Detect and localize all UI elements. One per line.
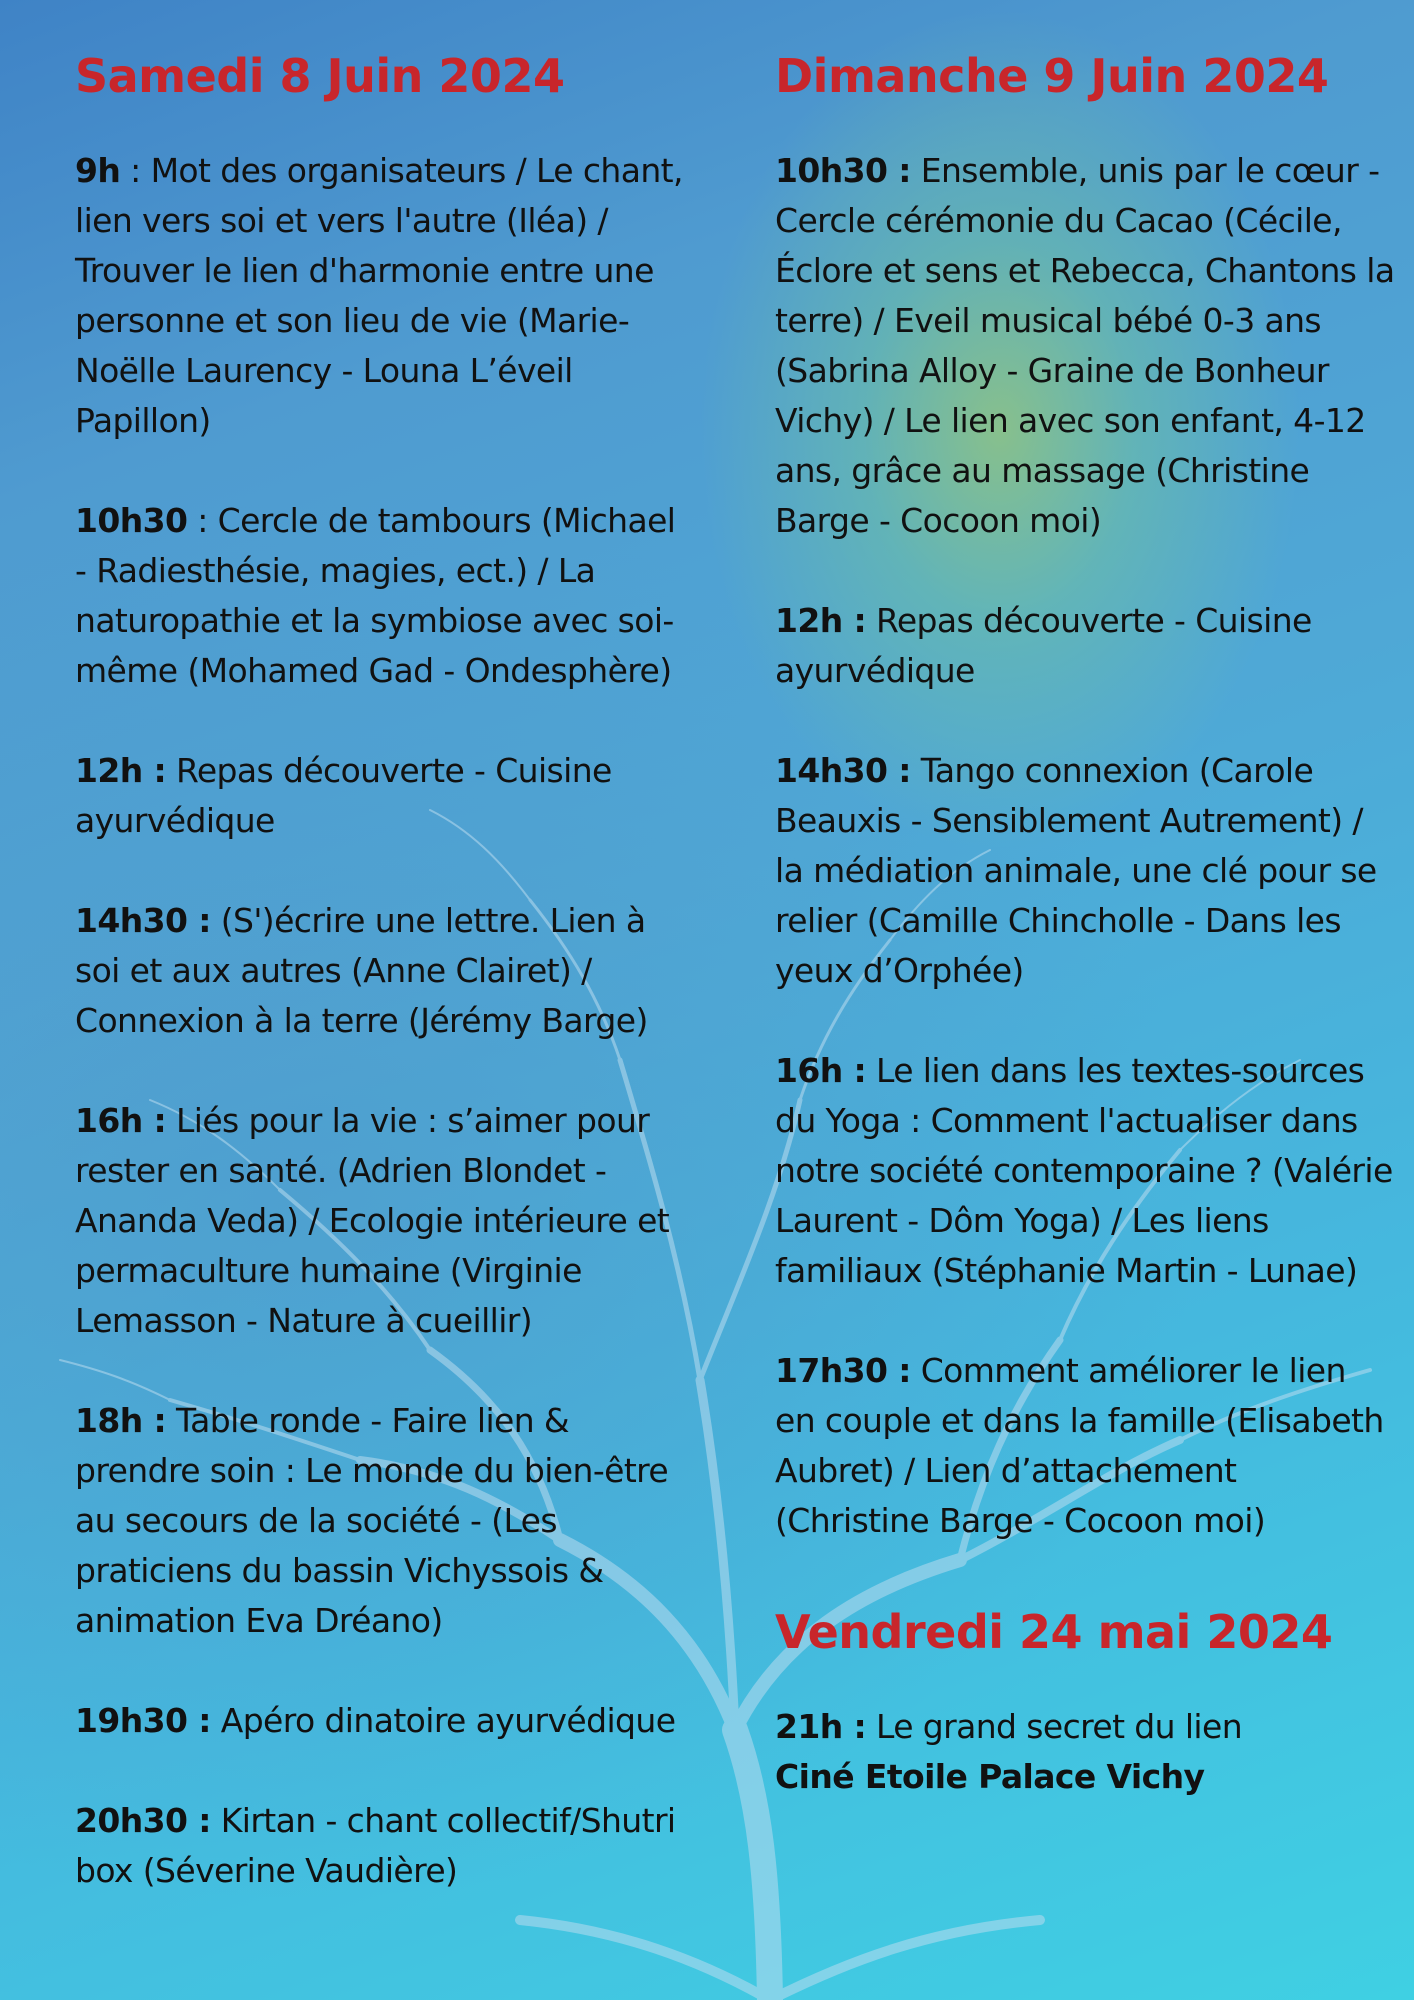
entry-time: 14h30 : [775, 751, 911, 790]
schedule-entry [75, 746, 695, 846]
schedule-entry [775, 1046, 1395, 1296]
entry-time: 19h30 : [75, 1701, 211, 1740]
schedule-entry [775, 1346, 1395, 1546]
entry-time: 16h : [775, 1051, 867, 1090]
entry-text: Liés pour la vie : s’aimer pour rester en santé. (Adrien Blondet - Ananda Veda) / Ecologie intérieure et permaculture humaine (Virginie Lemasson - Nature à cueillir) [75, 1101, 670, 1340]
sunday-column [775, 40, 1395, 1852]
entry-text: : Cercle de tambours (Michael - Radiesthésie, magies, ect.) / La naturopathie et la symbiose avec soi-même (Mohamed Gad - Ondesphère) [75, 501, 676, 690]
entry-time: 21h : [775, 1707, 867, 1746]
entry-time: 12h : [75, 751, 167, 790]
schedule-entry [775, 746, 1395, 996]
entry-text: Le lien dans les textes-sources du Yoga : Comment l'actualiser dans notre société contemporaine ? (Valérie Laurent - Dôm Yoga) / Les liens familiaux (Stéphanie Martin - Lunae) [775, 1051, 1393, 1290]
entry-text: Le grand secret du lien [866, 1707, 1243, 1746]
schedule-entry-friday [775, 1702, 1395, 1802]
schedule-entry [75, 1796, 695, 1896]
entry-text: Tango connexion (Carole Beauxis - Sensiblement Autrement) / la médiation animale, une clé pour se relier (Camille Chincholle - Dans les yeux d’Orphée) [775, 751, 1377, 990]
entry-time: 10h30 [75, 501, 188, 540]
entry-text: : Mot des organisateurs / Le chant, lien vers soi et vers l'autre (Iléa) / Trouver le lien d'harmonie entre une personne et son lieu de vie (Marie-Noëlle Laurency - Louna L’éveil Papillon) [75, 151, 683, 440]
saturday-title: Samedi 8 Juin 2024 [75, 49, 565, 103]
schedule-entry [75, 496, 695, 696]
venue-name: Ciné Etoile Palace Vichy [775, 1757, 1205, 1796]
entry-time: 14h30 : [75, 901, 211, 940]
entry-time: 9h [75, 151, 121, 190]
schedule-entry [775, 146, 1395, 546]
sunday-title: Dimanche 9 Juin 2024 [775, 49, 1329, 103]
entry-time: 10h30 : [775, 151, 911, 190]
schedule-entry [75, 896, 695, 1046]
entry-text: Repas découverte - Cuisine ayurvédique [75, 751, 612, 840]
entry-text: Apéro dinatoire ayurvédique [210, 1701, 676, 1740]
friday-title: Vendredi 24 mai 2024 [775, 1605, 1333, 1659]
schedule-entry [75, 1396, 695, 1646]
schedule-entry [75, 146, 695, 446]
entry-time: 17h30 : [775, 1351, 911, 1390]
schedule-entry [75, 1696, 695, 1746]
entry-text: Repas découverte - Cuisine ayurvédique [775, 601, 1312, 690]
entry-text: Ensemble, unis par le cœur - Cercle cérémonie du Cacao (Cécile, Éclore et sens et Rebecca, Chantons la terre) / Eveil musical bébé 0-3 ans (Sabrina Alloy - Graine de Bonheur Vichy) / Le lien avec son enfant, 4-12 ans, grâce au massage (Christine Barge - Cocoon moi) [775, 151, 1395, 540]
entry-text: Comment améliorer le lien en couple et dans la famille (Elisabeth Aubret) / Lien d’attachement (Christine Barge - Cocoon moi) [775, 1351, 1384, 1540]
entry-time: 12h : [775, 601, 867, 640]
schedule-entry [75, 1096, 695, 1346]
entry-text: Table ronde - Faire lien & prendre soin : Le monde du bien-être au secours de la société - (Les praticiens du bassin Vichyssois & animation Eva Dréano) [75, 1401, 669, 1640]
schedule-entry [775, 596, 1395, 696]
entry-time: 16h : [75, 1101, 167, 1140]
saturday-column [75, 40, 695, 1946]
entry-time: 20h30 : [75, 1801, 211, 1840]
entry-time: 18h : [75, 1401, 167, 1440]
entry-text: Kirtan - chant collectif/Shutri box (Séverine Vaudière) [75, 1801, 676, 1890]
entry-text: (S')écrire une lettre. Lien à soi et aux autres (Anne Clairet) / Connexion à la terre (Jérémy Barge) [75, 901, 648, 1040]
